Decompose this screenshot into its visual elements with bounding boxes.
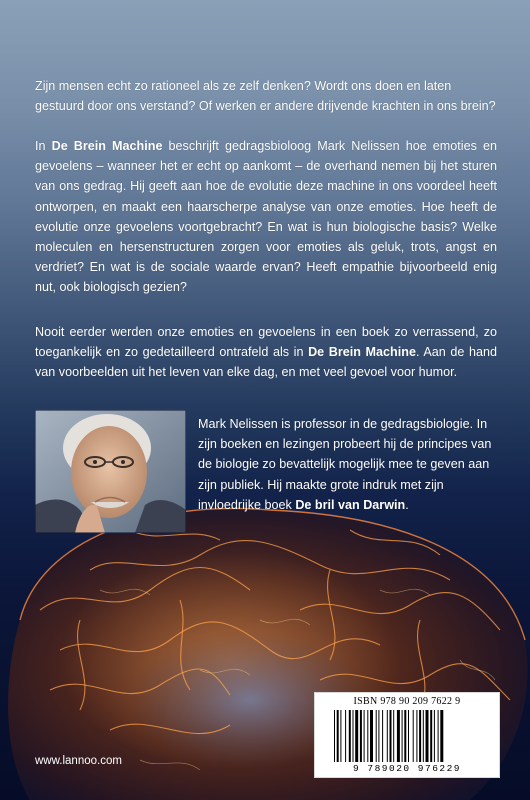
bio-text: Mark Nelissen is professor in de gedragsbiologie. In zijn boeken en lezingen probeert hij de principes van de biologie zo bevattelijk mogelijk mee te geven aan zijn publiek. Hij maakte grote indruk met zijn invloedrijke boek	[198, 417, 492, 512]
publisher-website: www.lannoo.com	[35, 755, 122, 767]
author-photo	[35, 410, 186, 533]
barcode-digits: 9 789020 976229	[352, 763, 461, 774]
description-text: beschrijft gedragsbioloog Mark Nelissen hoe emoties en gevoelens – wanneer het er echt op aankomt – de overhand nemen bij het sturen van ons gedrag. Hij geeft aan hoe de evolutie deze machine in ons voordeel heeft ontworpen, en maakt een haarscherpe analyse van onze emoties. Hoe heeft de evolutie onze gevoelens voortgebracht? En wat is hun biologische basis? Welke moleculen en hersenstructuren zorgen voor emoties als geluk, trots, angst en verdriet? En wat is de sociale waarde ervan? Heeft empathie bijvoorbeeld enig nut, ook biologisch gezien?	[35, 139, 497, 295]
isbn-barcode-box	[314, 692, 500, 778]
description-prefix: In	[35, 139, 52, 153]
book-title-inline-2: De Brein Machine	[308, 345, 416, 360]
bio-suffix: .	[405, 497, 409, 512]
bio-book-title: De bril van Darwin	[295, 497, 406, 512]
description-paragraph	[35, 136, 497, 298]
summary-suffix: . Aan de hand van voorbeelden uit het leven van elke dag, en met veel gevoel voor humor.	[35, 345, 497, 380]
summary-text: Nooit eerder werden onze emoties en gevoelens in een boek zo verrassend, zo toegankelijk en zo gedetailleerd ontrafeld als in	[35, 325, 497, 360]
summary-paragraph	[35, 322, 497, 383]
book-title-inline: De Brein Machine	[51, 139, 163, 153]
author-bio	[198, 414, 494, 515]
intro-paragraph: Zijn mensen echt zo rationeel als ze zelf denken? Wordt ons doen en laten gestuurd door ons verstand? Of werken er andere drijvende krachten in ons brein?	[35, 79, 496, 114]
barcode	[332, 710, 488, 762]
isbn-label: ISBN 978 90 209 7622 9	[353, 696, 461, 707]
